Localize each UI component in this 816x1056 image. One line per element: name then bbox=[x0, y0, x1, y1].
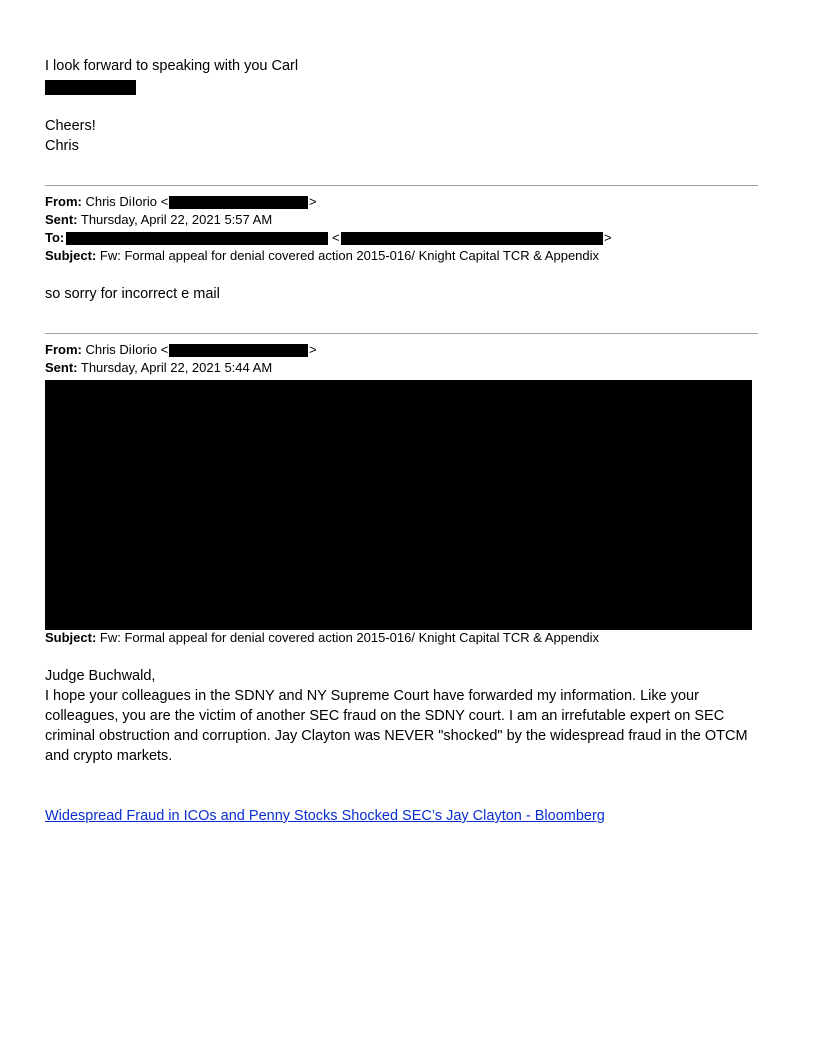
redaction-block bbox=[45, 80, 136, 95]
email2-subject-line bbox=[45, 629, 599, 647]
email2-from-line bbox=[45, 341, 168, 359]
from-label: From: bbox=[45, 342, 82, 357]
sent-value: Thursday, April 22, 2021 5:57 AM bbox=[80, 212, 273, 227]
sent-value: Thursday, April 22, 2021 5:44 AM bbox=[80, 360, 273, 375]
email1-subject-line bbox=[45, 247, 599, 265]
from-name: Chris DiIorio < bbox=[85, 194, 169, 209]
to-label: To: bbox=[45, 230, 65, 245]
from-close: > bbox=[309, 194, 317, 209]
subject-label: Subject: bbox=[45, 630, 97, 645]
subject-value: Fw: Formal appeal for denial covered action 2015-016/ Knight Capital TCR & Appendix bbox=[99, 248, 600, 263]
subject-value: Fw: Formal appeal for denial covered action 2015-016/ Knight Capital TCR & Appendix bbox=[99, 630, 600, 645]
signature-text: Chris bbox=[45, 138, 79, 154]
subject-label: Subject: bbox=[45, 248, 97, 263]
sent-label: Sent: bbox=[45, 212, 78, 227]
large-redaction-block bbox=[45, 380, 752, 630]
separator-rule bbox=[45, 185, 758, 186]
redaction-block bbox=[341, 232, 603, 245]
redaction-block bbox=[169, 196, 308, 209]
email1-sent-line bbox=[45, 211, 272, 229]
closing-text: Cheers! bbox=[45, 118, 96, 134]
intro-line: I look forward to speaking with you Carl bbox=[45, 58, 299, 74]
from-label: From: bbox=[45, 194, 82, 209]
sent-label: Sent: bbox=[45, 360, 78, 375]
email2-sent-line bbox=[45, 359, 272, 377]
email1-body: so sorry for incorrect e mail bbox=[45, 286, 220, 302]
from-name: Chris DiIorio < bbox=[85, 342, 169, 357]
email2-greeting: Judge Buchwald, bbox=[45, 668, 156, 684]
separator-rule bbox=[45, 333, 758, 334]
redaction-block bbox=[66, 232, 328, 245]
from-close: > bbox=[309, 342, 317, 357]
to-close: > bbox=[604, 230, 612, 245]
to-open: < bbox=[332, 230, 340, 245]
email1-to-line bbox=[45, 229, 64, 247]
redaction-block bbox=[169, 344, 308, 357]
email2-body: I hope your colleagues in the SDNY and NY Supreme Court have forwarded my information. Like your colleagues, you are the victim of another SEC fraud on the SDNY court. I am an irrefutable expert on SEC criminal obstruction and corruption. Jay Clayton was NEVER "shocked" by the widespread fraud in the OTCM and crypto markets. bbox=[45, 688, 748, 764]
email1-from-line bbox=[45, 193, 168, 211]
bloomberg-article-link[interactable]: Widespread Fraud in ICOs and Penny Stocks Shocked SEC’s Jay Clayton - Bloomberg bbox=[45, 808, 605, 824]
